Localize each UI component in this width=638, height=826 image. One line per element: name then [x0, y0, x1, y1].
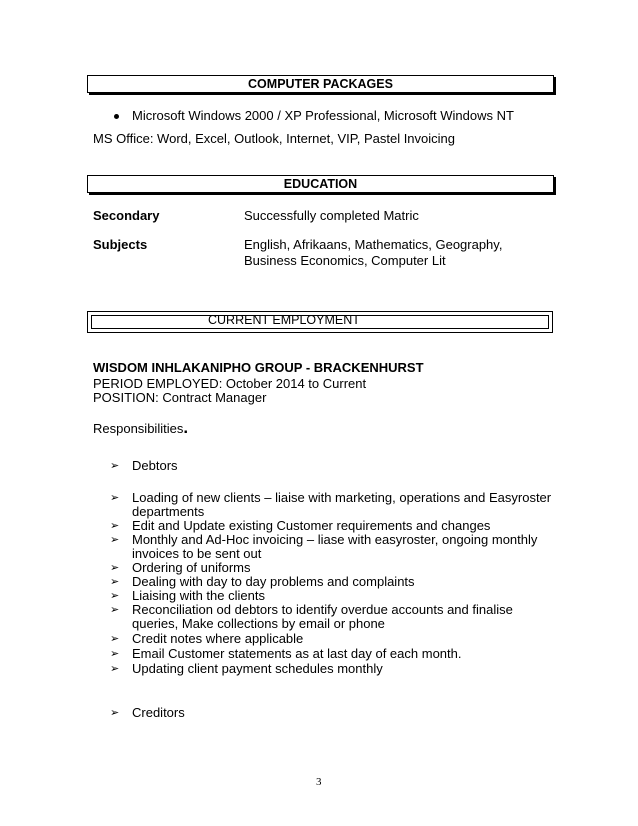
education-heading: EDUCATION	[283, 177, 358, 191]
arrow-bullet-icon: ➢	[110, 520, 120, 532]
secondary-label: Secondary	[93, 208, 160, 223]
responsibilities-dot: .	[183, 418, 189, 437]
arrow-bullet-icon: ➢	[110, 576, 120, 588]
list-item-continuation: departments	[132, 504, 205, 519]
arrow-bullet-icon: ➢	[110, 590, 120, 602]
list-item: Ordering of uniforms	[132, 560, 251, 575]
arrow-bullet-icon: ➢	[110, 604, 120, 616]
ms-office-text: MS Office: Word, Excel, Outlook, Internet, VIP, Pastel Invoicing	[93, 131, 456, 146]
period-employed: PERIOD EMPLOYED: October 2014 to Current	[93, 376, 367, 391]
bullet-dot-icon	[114, 114, 119, 119]
computer-packages-header	[87, 75, 554, 93]
arrow-bullet-icon: ➢	[110, 460, 120, 472]
arrow-bullet-icon: ➢	[110, 534, 120, 546]
list-item: Credit notes where applicable	[132, 631, 304, 646]
creditors-heading: Creditors	[132, 705, 185, 720]
computer-packages-heading: COMPUTER PACKAGES	[248, 77, 393, 91]
list-item: Monthly and Ad-Hoc invoicing – liase with easyroster, ongoing monthly	[132, 532, 538, 547]
arrow-bullet-icon: ➢	[110, 707, 120, 719]
list-item: Edit and Update existing Customer requirements and changes	[132, 518, 491, 533]
arrow-bullet-icon: ➢	[110, 633, 120, 645]
list-item: Liaising with the clients	[132, 588, 265, 603]
arrow-bullet-icon: ➢	[110, 562, 120, 574]
list-item: Updating client payment schedules monthly	[132, 661, 383, 676]
windows-bullet-text: Microsoft Windows 2000 / XP Professional, Microsoft Windows NT	[132, 108, 514, 123]
debtors-heading: Debtors	[132, 458, 178, 473]
responsibilities-heading	[93, 418, 188, 438]
subjects-label: Subjects	[93, 237, 148, 252]
position: POSITION: Contract Manager	[93, 390, 267, 405]
arrow-bullet-icon: ➢	[110, 492, 120, 504]
list-item: Loading of new clients – liaise with marketing, operations and Easyroster	[132, 490, 552, 505]
list-item: Email Customer statements as at last day of each month.	[132, 646, 462, 661]
company-name: WISDOM INHLAKANIPHO GROUP - BRACKENHURST	[93, 360, 424, 375]
secondary-value: Successfully completed Matric	[244, 208, 419, 223]
list-item: Dealing with day to day problems and complaints	[132, 574, 415, 589]
page-number: 3	[316, 776, 322, 788]
list-item-continuation: queries, Make collections by email or phone	[132, 616, 385, 631]
list-item-continuation: invoices to be sent out	[132, 546, 262, 561]
list-item: Reconciliation od debtors to identify overdue accounts and finalise	[132, 602, 513, 617]
education-header	[87, 175, 554, 193]
arrow-bullet-icon: ➢	[110, 648, 120, 660]
subjects-line-1: English, Afrikaans, Mathematics, Geography,	[244, 237, 503, 252]
current-employment-header	[87, 311, 553, 333]
arrow-bullet-icon: ➢	[110, 663, 120, 675]
current-employment-heading: CURRENT EMPLOYMENT	[208, 313, 360, 327]
subjects-line-2: Business Economics, Computer Lit	[244, 253, 446, 268]
responsibilities-label: Responsibilities	[93, 421, 184, 436]
